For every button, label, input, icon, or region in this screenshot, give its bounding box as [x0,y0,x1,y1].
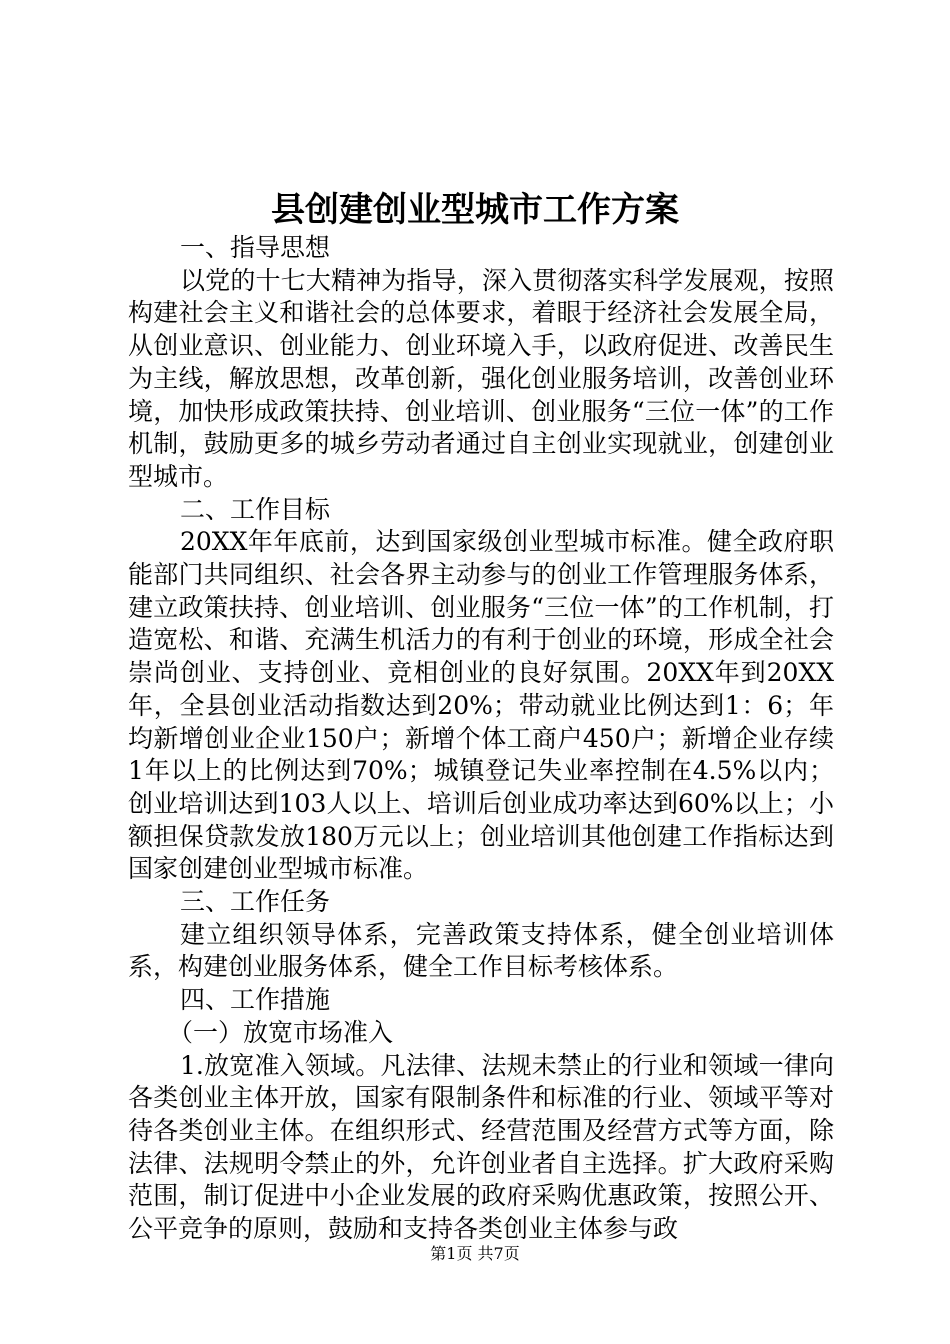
subsection-heading-market-access: （一）放宽市场准入 [168,1017,394,1047]
paragraph-guiding-ideology: 以党的十七大精神为指导，深入贯彻落实科学发展观，按照构建社会主义和谐社会的总体要求，着眼于经济社会发展全局，从创业意识、创业能力、创业环境入手，以政府促进、改善民生为主线，解放思想，改革创新，强化创业服务培训，改善创业环境，加快形成政策扶持、创业培训、创业服务“三位一体”的工作机制，鼓励更多的城乡劳动者通过自主创业实现就业，创建创业型城市。 [128,265,834,491]
section-heading-work-tasks: 三、工作任务 [180,887,331,917]
document-title: 县创建创业型城市工作方案 [271,190,679,230]
section-heading-guiding-ideology: 一、指导思想 [180,233,331,262]
section-heading-work-measures: 四、工作措施 [180,985,331,1015]
page-footer: 第1页 共7页 [430,1244,520,1263]
document-body [128,232,834,1246]
paragraph-work-goals: 20XX年年底前，达到国家级创业型城市标准。健全政府职能部门共同组织、社会各界主动参与的创业工作管理服务体系，建立政策扶持、创业培训、创业服务“三位一体”的工作机制，打造宽松、和谐、充满生机活力的有利于创业的环境，形成全社会崇尚创业、支持创业、竞相创业的良好氛围。20XX年到20XX年，全县创业活动指数达到20%；带动就业比例达到1：6；年均新增创业企业150户；新增个体工商户450户；新增企业存续1年以上的比例达到70%；城镇登记失业率控制在4.5%以内；创业培训达到103人以上、培训后创业成功率达到60%以上；小额担保贷款发放180万元以上；创业培训其他创建工作指标达到国家创建创业型城市标准。 [128,527,834,884]
section-heading-work-goals: 二、工作目标 [180,494,331,524]
paragraph-market-access: 1.放宽准入领域。凡法律、法规未禁止的行业和领域一律向各类创业主体开放，国家有限制条件和标准的行业、领域平等对待各类创业主体。在组织形式、经营范围及经营方式等方面，除法律、法规明令禁止的外，允许创业者自主选择。扩大政府采购范围，制订促进中小企业发展的政府采购优惠政策，按照公开、公平竞争的原则，鼓励和支持各类创业主体参与政 [128,1050,834,1244]
paragraph-work-tasks: 建立组织领导体系，完善政策支持体系，健全创业培训体系，构建创业服务体系，健全工作目标考核体系。 [128,919,834,982]
